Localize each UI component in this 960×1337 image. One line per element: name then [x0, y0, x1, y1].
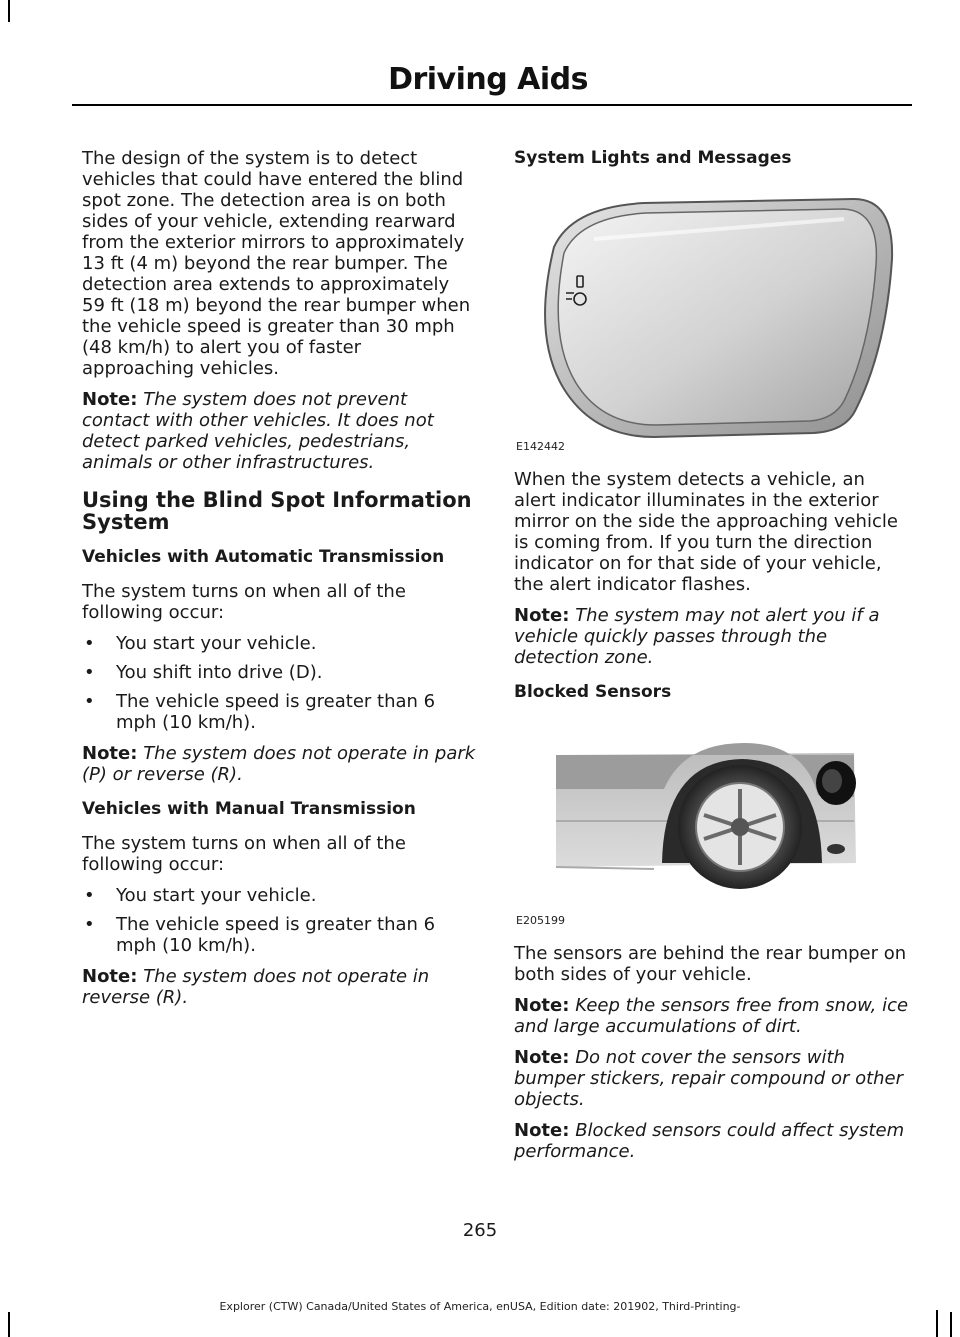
body-paragraph: When the system detects a vehicle, an alert indicator illuminates in the exterior mirror on the side the approaching vehicle is coming from. If you turn the direction indicator on for that side of your vehicle, the alert indicator flashes. — [514, 469, 898, 595]
crop-mark — [8, 1312, 10, 1337]
note-label: Note: — [82, 389, 138, 410]
left-column — [82, 148, 476, 1018]
note-label: Note: — [514, 605, 570, 626]
bullet-list — [82, 633, 476, 733]
crop-mark — [950, 1312, 952, 1337]
note-label: Note: — [82, 743, 138, 764]
page-number: 265 — [462, 1220, 498, 1241]
crop-mark — [936, 1310, 938, 1337]
exterior-mirror-image — [514, 169, 910, 459]
crop-mark — [8, 0, 10, 22]
sensor-icon — [816, 761, 856, 805]
note-paragraph — [82, 389, 476, 473]
note-label: Note: — [514, 1120, 570, 1141]
note-text: The system does not operate in reverse (R). — [82, 966, 430, 1008]
figure-code: E205199 — [516, 914, 565, 927]
note-text: The system may not alert you if a vehicle quickly passes through the detection zone. — [514, 605, 880, 668]
rear-bumper-illustration — [514, 703, 910, 933]
note-text: The system does not prevent contact with other vehicles. It does not detect parked vehicles, pedestrians, animals or other infrastructures. — [82, 389, 434, 473]
list-item: • The vehicle speed is greater than 6 mph (10 km/h). — [82, 691, 476, 733]
list-item: • The vehicle speed is greater than 6 mph (10 km/h). — [82, 914, 476, 956]
note-paragraph — [514, 1047, 910, 1110]
subsection-heading: Vehicles with Manual Transmission — [82, 799, 416, 819]
figure-code: E142442 — [516, 440, 565, 453]
list-item: • You shift into drive (D). — [82, 662, 476, 683]
note-paragraph — [514, 605, 910, 668]
body-paragraph: The sensors are behind the rear bumper on both sides of your vehicle. — [514, 943, 907, 985]
note-label: Note: — [514, 995, 570, 1016]
note-text: Blocked sensors could affect system performance. — [514, 1120, 905, 1162]
subsection-heading: Blocked Sensors — [514, 682, 672, 702]
note-paragraph — [82, 743, 476, 785]
list-item: • You start your vehicle. — [82, 885, 476, 906]
note-paragraph — [514, 1120, 910, 1162]
note-paragraph — [514, 995, 910, 1037]
note-text: The system does not operate in park (P) or reverse (R). — [82, 743, 476, 785]
bullet-list — [82, 885, 476, 956]
header-rule — [72, 104, 912, 106]
note-label: Note: — [514, 1047, 570, 1068]
page-title: Driving Aids — [388, 62, 588, 97]
right-column — [514, 148, 910, 1172]
intro-paragraph: The design of the system is to detect vehicles that could have entered the blind spot zone. The detection area is on both sides of your vehicle, extending rearward from the exterior mirrors to approximately 13 ft (4 m) beyond the rear bumper. The detection area extends to approximately 59 ft (18 m) beyond the rear bumper when the vehicle speed is greater than 30 mph (48 km/h) to alert you of faster approaching vehicles. — [82, 148, 471, 379]
body-paragraph: The system turns on when all of the following occur: — [82, 581, 406, 623]
body-paragraph: The system turns on when all of the following occur: — [82, 833, 406, 875]
rear-bumper-sensor-image — [514, 703, 910, 933]
subsection-heading: System Lights and Messages — [514, 148, 792, 168]
subsection-heading: Vehicles with Automatic Transmission — [82, 547, 445, 567]
note-label: Note: — [82, 966, 138, 987]
note-text: Keep the sensors free from snow, ice and large accumulations of dirt. — [514, 995, 909, 1037]
note-text: Do not cover the sensors with bumper stickers, repair compound or other objects. — [514, 1047, 904, 1110]
mirror-illustration — [514, 169, 910, 459]
note-paragraph — [82, 966, 476, 1008]
section-heading: Using the Blind Spot Information System — [82, 488, 472, 534]
edition-line: Explorer (CTW) Canada/United States of America, enUSA, Edition date: 201902, Third-Printing- — [219, 1300, 741, 1313]
list-item: • You start your vehicle. — [82, 633, 476, 654]
